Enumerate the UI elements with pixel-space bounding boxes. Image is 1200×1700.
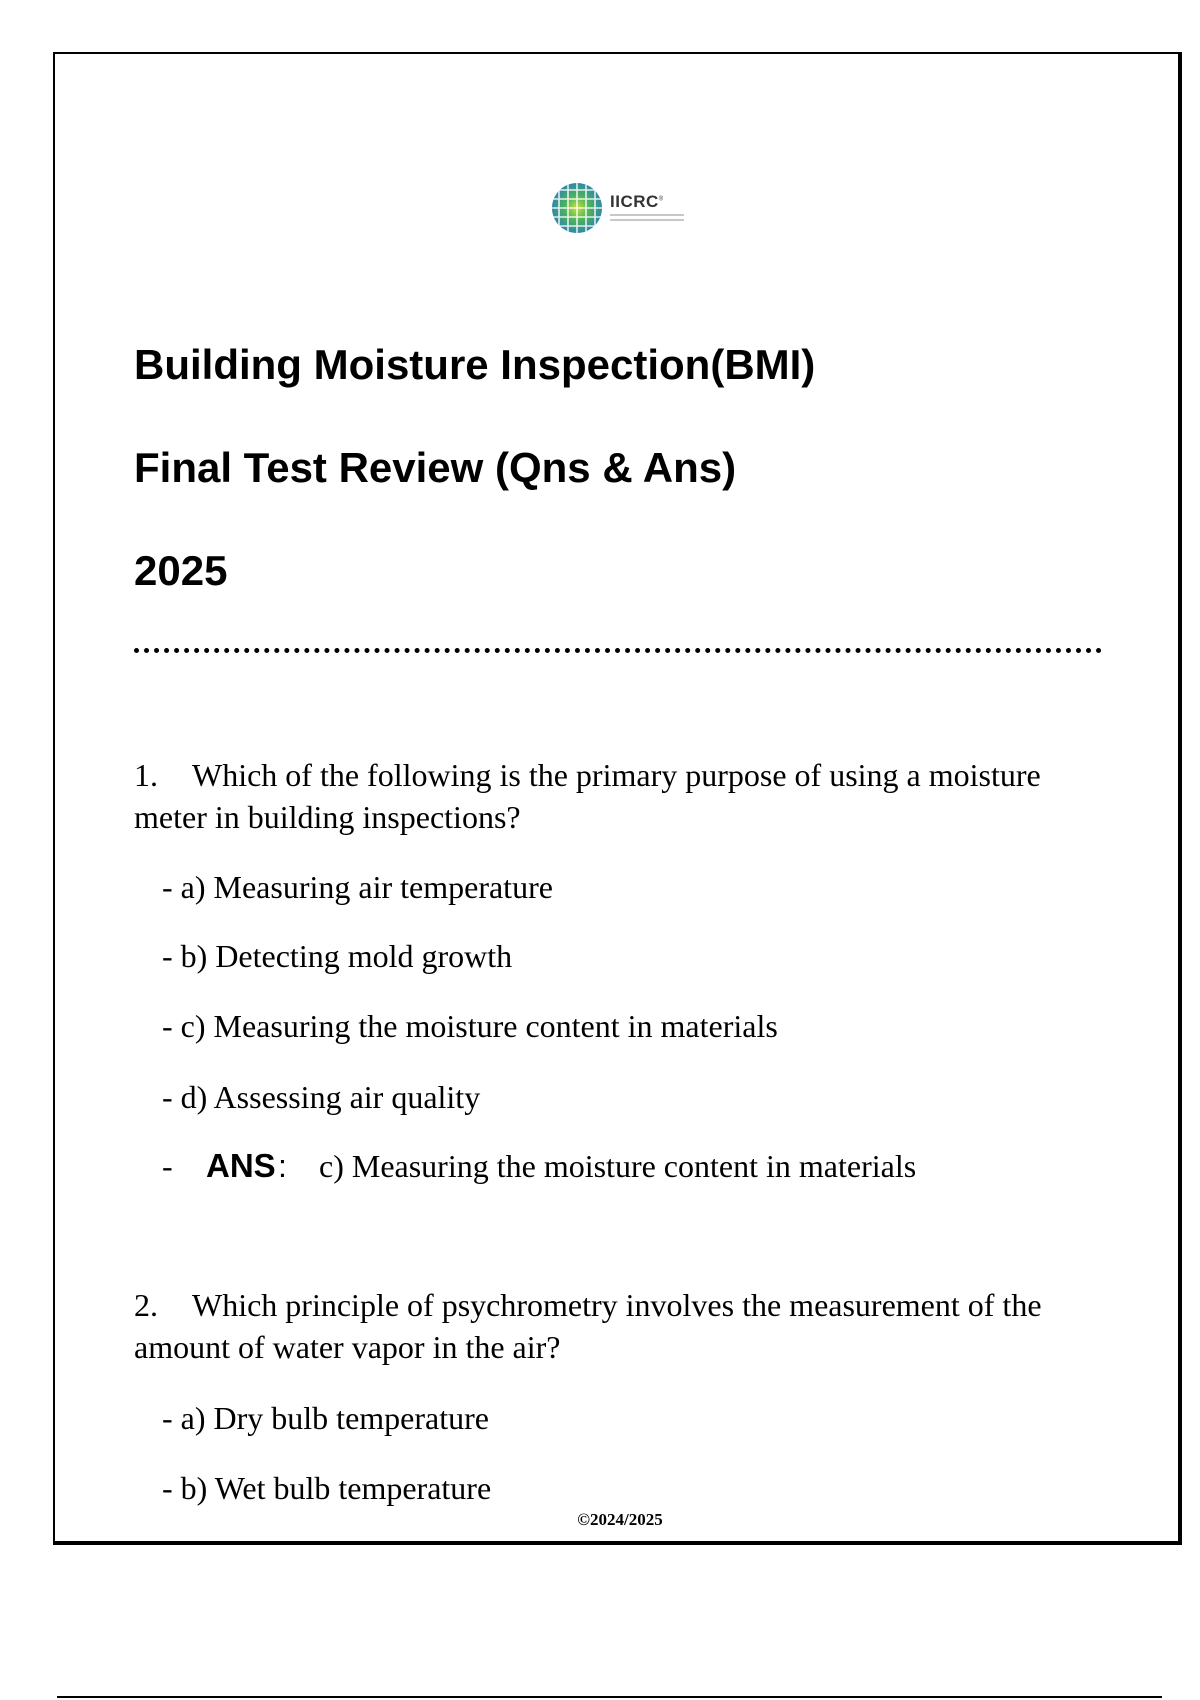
option-c: - c) Measuring the moisture content in materials — [162, 1008, 778, 1044]
question-2 — [134, 1284, 1094, 1368]
option-b: - b) Detecting mold growth — [162, 938, 513, 974]
answer-label: ANS — [206, 1147, 276, 1184]
question-text: Which principle of psychrometry involves the measurement of the amount of water vapor in the air? — [134, 1287, 1042, 1365]
copyright-footer: ©2024/2025 — [577, 1510, 663, 1529]
document-subtitle: Final Test Review (Qns & Ans) — [134, 444, 737, 491]
answer-text: c) Measuring the moisture content in materials — [319, 1148, 917, 1184]
logo-text — [610, 193, 684, 224]
option-a: - a) Dry bulb temperature — [162, 1400, 489, 1436]
question-number: 2. — [134, 1287, 158, 1323]
logo-tagline — [610, 214, 684, 224]
question-number: 1. — [134, 757, 158, 793]
bottom-rule — [57, 1696, 1162, 1698]
document-title: Building Moisture Inspection(BMI) — [134, 341, 816, 388]
question-1 — [134, 754, 1094, 838]
iicrc-logo — [550, 181, 684, 235]
answer-dash: - — [162, 1148, 173, 1184]
logo-wordmark: IICRC® — [610, 191, 664, 211]
dotted-divider — [134, 648, 1102, 653]
answer-colon: : — [278, 1148, 287, 1184]
option-d: - d) Assessing air quality — [162, 1079, 481, 1115]
document-year: 2025 — [134, 547, 228, 594]
option-a: - a) Measuring air temperature — [162, 869, 553, 905]
option-b: - b) Wet bulb temperature — [162, 1470, 492, 1506]
globe-icon — [550, 181, 604, 235]
question-text: Which of the following is the primary purpose of using a moisture meter in building inspections? — [134, 757, 1041, 835]
